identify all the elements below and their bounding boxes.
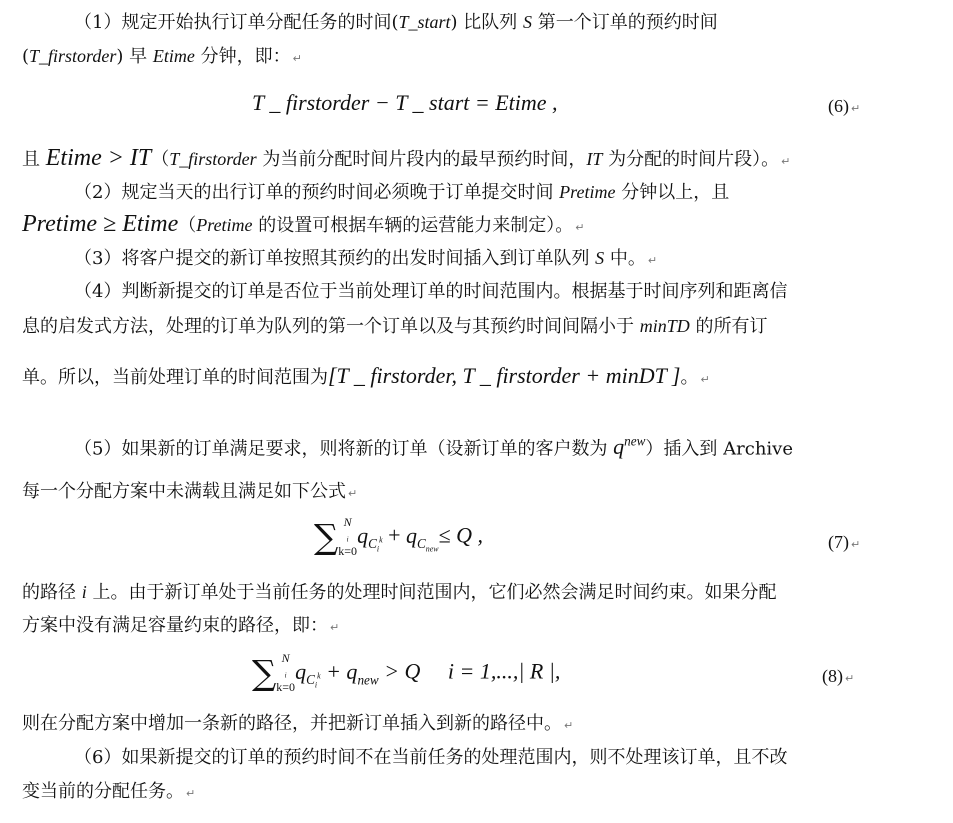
paragraph-mark: ↵ <box>348 487 358 500</box>
etime-var: Etime <box>152 46 195 66</box>
pretime-var-2: Pretime <box>196 215 253 235</box>
p5-line2 <box>22 480 953 506</box>
p5-line1 <box>74 430 953 461</box>
paragraph-mark: ↵ <box>851 102 861 115</box>
p2-l2-a: （ <box>178 215 197 236</box>
p5-l2: 每一个分配方案中未满载且满足如下公式 <box>22 481 346 502</box>
p4-line3 <box>22 364 953 392</box>
cond-var1: T_firstorder <box>169 149 257 169</box>
sum-symbol: ∑ <box>314 517 339 558</box>
q-c-new-term: $q_{C_{new}}$ <box>406 522 439 554</box>
t-start-var: T_start <box>398 12 451 32</box>
cond-var2: IT <box>586 149 603 169</box>
equation-6-number <box>828 96 860 117</box>
p1-l2-c: 分钟，即： <box>194 46 291 67</box>
sum-symbol: ∑ <box>252 653 277 694</box>
p3-line1 <box>74 246 953 273</box>
paragraph-mark: ↵ <box>700 373 710 386</box>
p1-text-a: （1）规定开始执行订单分配任务的时间( <box>74 12 399 33</box>
paragraph-mark: ↵ <box>564 719 574 732</box>
p5-a: （5）如果新的订单满足要求，则将新的订单（设新订单的客户数为 <box>74 438 614 460</box>
p6-a: 的路径 <box>22 582 82 603</box>
p4-l2-a: 息的启发式方法，处理的订单为队列的第一个订单以及与其预约时间间隔小于 <box>22 316 640 337</box>
pretime-var: Pretime <box>559 182 616 202</box>
sum-lower: k=0 <box>276 680 296 695</box>
p4-line1 <box>74 280 953 304</box>
equation-8-tail: > Q i = 1,...,| R |, <box>378 658 561 684</box>
equation-6-expression: T _ firstorder − T _ start = Etime , <box>252 90 558 115</box>
cond-a: 且 <box>22 149 46 170</box>
sum-upper: N $_i$ <box>343 515 352 544</box>
t-firstorder-var: T_firstorder <box>29 46 117 66</box>
p2-a: （2）规定当天的出行订单的预约时间必须晚于订单提交时间 <box>74 182 560 203</box>
q-new-term: + $q_{new}$ <box>326 658 379 688</box>
cond-d: 为分配的时间片段）。 <box>602 149 780 170</box>
p3-a: （3）将客户提交的新订单按照其预约的出发时间插入到订单队列 <box>74 248 596 269</box>
queue-S-var: S <box>522 12 532 32</box>
p1-line2 <box>22 44 953 71</box>
p3-b: 中。 <box>604 248 646 269</box>
etime-gt-it: Etime > IT <box>45 145 152 171</box>
p5-b: ）插入到 Archive <box>645 438 793 460</box>
queue-S-var-2: S <box>595 248 605 268</box>
p6-line1 <box>22 580 953 605</box>
paragraph-mark: ↵ <box>575 221 585 234</box>
p2-line1 <box>74 180 953 205</box>
paragraph-mark: ↵ <box>186 787 196 800</box>
sum-limits <box>276 652 295 693</box>
time-range-expression: [T _ firstorder, T _ firstorder + minDT ] <box>328 363 681 388</box>
sum-lower: k=0 <box>338 544 358 559</box>
p4-l2-b: 的所有订 <box>689 316 768 337</box>
p6-line2 <box>22 614 953 640</box>
p2-b: 分钟以上，且 <box>615 182 730 203</box>
equation-7-number <box>828 532 860 553</box>
paragraph-mark: ↵ <box>647 254 658 267</box>
sum-limits <box>338 516 357 557</box>
p4-l3-b: 。 <box>680 367 699 388</box>
p1-l2-a: ( <box>22 46 30 67</box>
cond-c: 为当前分配时间片段内的最早预约时间， <box>256 149 587 170</box>
p1-line1 <box>74 10 953 35</box>
p2-l2-b: 的设置可根据车辆的运营能力来制定）。 <box>252 215 574 236</box>
q-new-var <box>613 434 645 459</box>
paragraph-mark: ↵ <box>845 672 855 685</box>
p7-line1 <box>22 712 953 738</box>
sum-upper: N $_i$ <box>281 651 290 680</box>
paragraph-mark: ↵ <box>781 155 791 168</box>
p1-text-b: ) 比队列 <box>450 12 523 33</box>
equation-7-number-text: (7) <box>828 532 849 552</box>
q-c-term: $q_{C_i^k}$ <box>357 522 383 554</box>
q-c-term: $q_{C_i^k}$ <box>295 658 321 690</box>
p4-l3-a: 单。所以，当前处理订单的时间范围为 <box>22 367 328 388</box>
paragraph-mark: ↵ <box>330 621 340 634</box>
equation-6-number-text: (6) <box>828 96 849 116</box>
p8-line1 <box>74 746 953 770</box>
p1-condition-line <box>22 146 953 174</box>
p4-line2 <box>22 314 953 339</box>
p6-b: 上。由于新订单处于当前任务的处理时间范围内，它们必然会满足时间约束。如果分配 <box>86 582 777 603</box>
p8-l1: （6）如果新提交的订单的预约时间不在当前任务的处理范围内，则不处理该订单，且不改 <box>74 747 788 768</box>
p4-l1: （4）判断新提交的订单是否位于当前处理订单的时间范围内。根据基于时间序列和距离信 <box>74 281 788 302</box>
equation-8-number-text: (8) <box>822 666 843 686</box>
equation-7-tail: ≤ Q , <box>438 522 484 548</box>
path-i-var: i <box>81 582 87 602</box>
p6-l2: 方案中没有满足容量约束的路径，即： <box>22 615 328 636</box>
q-symbol: q <box>613 434 625 460</box>
q-superscript: new <box>624 434 646 449</box>
p1-l2-b: ) 早 <box>116 46 153 67</box>
equation-7: ∑ N $_i$ k=0 $q_{C_i^k} + q_{C_{new}}\le Q$ , <box>314 515 484 559</box>
mintd-var: minTD <box>639 316 690 336</box>
p1-text-c: 第一个订单的预约时间 <box>531 12 718 33</box>
p8-line2 <box>22 780 953 806</box>
p7-l1: 则在分配方案中增加一条新的路径，并把新订单插入到新的路径中。 <box>22 713 562 734</box>
cond-b: （ <box>151 149 170 170</box>
paragraph-mark: ↵ <box>851 538 861 551</box>
paragraph-mark: ↵ <box>292 52 302 65</box>
pretime-ge-etime: Pretime ≥ Etime <box>22 211 179 237</box>
p8-l2: 变当前的分配任务。 <box>22 781 184 802</box>
p2-line2 <box>22 212 953 240</box>
equation-8-number <box>822 666 854 687</box>
